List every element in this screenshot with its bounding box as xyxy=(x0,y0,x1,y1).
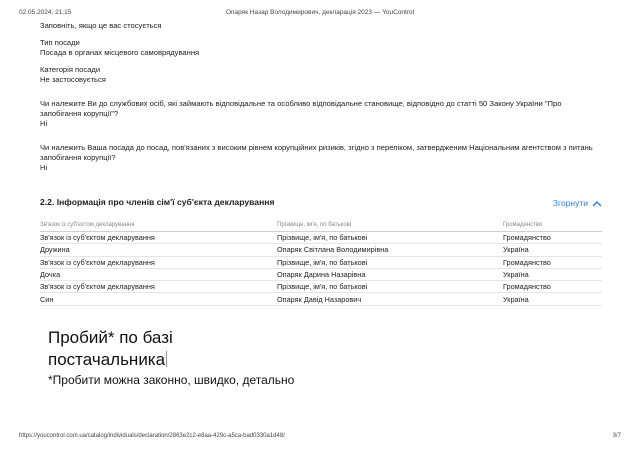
print-footer xyxy=(19,433,621,443)
table-cell: Зв'язок із суб'єктом декларування xyxy=(40,256,277,268)
table-cell: Громадянство xyxy=(503,256,602,268)
promo-subtitle: *Пробити можна законно, швидко, детально xyxy=(48,373,295,387)
table-cell: Прізвище, ім'я, по батькові xyxy=(277,232,503,244)
position-type-label: Тип посади xyxy=(40,38,80,47)
table-cell: Син xyxy=(40,293,277,305)
section-title: 2.2. Інформація про членів сім'ї суб'єкта декларування xyxy=(40,197,275,207)
collapse-button[interactable] xyxy=(553,198,602,208)
print-datetime: 02.05.2024, 21:15 xyxy=(19,9,72,16)
table-cell: Прізвище, ім'я, по батькові xyxy=(277,256,503,268)
print-page-title: Опаряк Назар Володимирович, декларація 2023 — YouControl xyxy=(225,9,415,16)
print-page-number: 3/7 xyxy=(612,433,621,439)
table-row xyxy=(40,232,602,244)
table-cell: Опаряк Світлана Володимирівна xyxy=(277,244,503,256)
table-cell: Зв'язок із суб'єктом декларування xyxy=(40,232,277,244)
question-corruption-risk: Чи належить Ваша посада до посад, пов'язаних з високим рівнем корупційних ризиків, згідно з переліком, затвердженим Національним агентством з питань запобігання корупції? xyxy=(40,143,593,162)
answer-corruption-risk: Ні xyxy=(40,163,48,172)
fill-note: Заповніть, якщо це вас стосується xyxy=(40,21,162,30)
table-cell: Дружина xyxy=(40,244,277,256)
table-cell: Громадянство xyxy=(503,232,602,244)
promo-banner[interactable] xyxy=(48,327,448,388)
column-header: Прізвище, ім'я, по батькові xyxy=(277,221,503,232)
position-category-label: Категорія посади xyxy=(40,65,101,74)
text-caret xyxy=(166,351,167,367)
table-cell: Україна xyxy=(503,268,602,280)
table-cell: Прізвище, ім'я, по батькові xyxy=(277,281,503,293)
table-row xyxy=(40,256,602,268)
table-cell: Громадянство xyxy=(503,281,602,293)
collapse-label: Згорнути xyxy=(552,198,588,208)
promo-title-line2-wrap xyxy=(48,349,448,371)
promo-title-line1: Пробий* по базі xyxy=(48,328,173,347)
print-header xyxy=(19,9,621,19)
column-header: Громадянство xyxy=(503,221,602,232)
table-cell: Опаряк Дарина Назарівна xyxy=(277,268,503,280)
promo-title-line2: постачальника xyxy=(48,350,166,369)
family-members-table xyxy=(40,221,602,306)
position-type-value: Посада в органах місцевого самоврядування xyxy=(40,48,200,57)
declaration-position-info xyxy=(40,21,602,173)
column-header: Зв'язок із суб'єктом декларування xyxy=(40,221,277,232)
print-url: https://youcontrol.com.ua/catalog/individuals/declaration/2863e2c2-e8aa-429c-a5ca-bad0330a1d48/ xyxy=(19,433,285,439)
answer-responsible-position: Ні xyxy=(40,119,48,128)
table-cell: Україна xyxy=(503,244,602,256)
question-responsible-position: Чи належите Ви до службових осіб, які займають відповідальне та особливо відповідальне становище, відповідно до статті 50 Закону України "Про запобігання корупції"? xyxy=(40,99,562,118)
table-cell: Опаряк Давід Назарович xyxy=(277,293,503,305)
table-cell: Зв'язок із суб'єктом декларування xyxy=(40,281,277,293)
table-row xyxy=(40,281,602,293)
table-row xyxy=(40,244,602,256)
position-category-value: Не застосовується xyxy=(40,75,106,84)
table-cell: Дочка xyxy=(40,268,277,280)
table-row xyxy=(40,268,602,280)
table-row xyxy=(40,293,602,305)
table-cell: Україна xyxy=(503,293,602,305)
table-header-row xyxy=(40,221,602,232)
chevron-up-icon xyxy=(592,200,602,207)
